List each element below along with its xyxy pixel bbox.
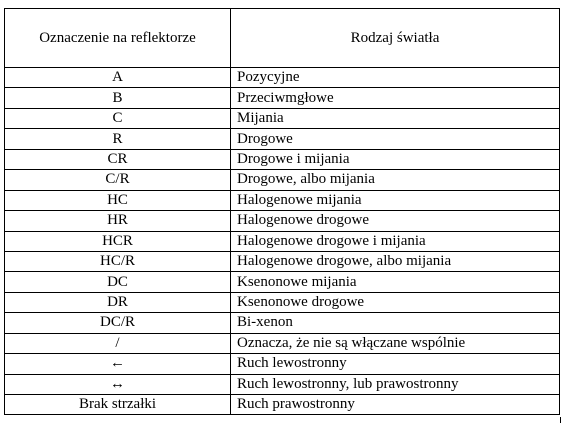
table-row <box>5 211 560 231</box>
light-type-cell: Ksenonowe mijania <box>231 272 560 292</box>
marking-cell: C/R <box>5 170 231 190</box>
light-type-cell: Ruch lewostronny <box>231 354 560 374</box>
light-type-cell: Ruch prawostronny <box>231 395 560 415</box>
marking-cell: HC <box>5 190 231 210</box>
table-row <box>5 108 560 128</box>
light-type-cell: Drogowe <box>231 129 560 149</box>
table-row <box>5 88 560 108</box>
marking-cell: C <box>5 108 231 128</box>
light-type-cell: Halogenowe drogowe, albo mijania <box>231 251 560 271</box>
marking-cell: DC <box>5 272 231 292</box>
table-row <box>5 395 560 415</box>
table-row <box>5 272 560 292</box>
table-row <box>5 129 560 149</box>
table-row <box>5 68 560 88</box>
table-row <box>5 333 560 353</box>
marking-cell: DC/R <box>5 313 231 333</box>
marking-cell: / <box>5 333 231 353</box>
light-type-cell: Halogenowe drogowe <box>231 211 560 231</box>
light-type-cell: Bi-xenon <box>231 313 560 333</box>
table-row <box>5 292 560 312</box>
light-type-cell: Halogenowe mijania <box>231 190 560 210</box>
marking-cell: R <box>5 129 231 149</box>
light-type-cell: Ruch lewostronny, lub prawostronny <box>231 374 560 394</box>
light-type-cell: Drogowe, albo mijania <box>231 170 560 190</box>
marking-cell: Brak strzałki <box>5 395 231 415</box>
light-type-cell: Drogowe i mijania <box>231 149 560 169</box>
headlight-markings-table <box>4 8 560 415</box>
marking-cell: A <box>5 68 231 88</box>
header-light-type: Rodzaj światła <box>231 9 560 68</box>
header-marking: Oznaczenie na reflektorze <box>5 9 231 68</box>
table-row <box>5 190 560 210</box>
light-type-cell: Halogenowe drogowe i mijania <box>231 231 560 251</box>
table-row <box>5 149 560 169</box>
marking-cell: HCR <box>5 231 231 251</box>
table-row <box>5 313 560 333</box>
marking-cell: CR <box>5 149 231 169</box>
margin-mark <box>560 417 561 423</box>
table-header-row <box>5 9 560 68</box>
table-row <box>5 354 560 374</box>
table-row <box>5 231 560 251</box>
light-type-cell: Pozycyjne <box>231 68 560 88</box>
marking-cell: B <box>5 88 231 108</box>
light-type-cell: Ksenonowe drogowe <box>231 292 560 312</box>
marking-cell: DR <box>5 292 231 312</box>
marking-cell: HR <box>5 211 231 231</box>
table-row <box>5 170 560 190</box>
light-type-cell: Oznacza, że nie są włączane wspólnie <box>231 333 560 353</box>
table-row <box>5 251 560 271</box>
marking-cell: ↔ <box>5 374 231 394</box>
light-type-cell: Mijania <box>231 108 560 128</box>
light-type-cell: Przeciwmgłowe <box>231 88 560 108</box>
table-row <box>5 374 560 394</box>
marking-cell: HC/R <box>5 251 231 271</box>
table-body <box>5 68 560 415</box>
marking-cell: ← <box>5 354 231 374</box>
